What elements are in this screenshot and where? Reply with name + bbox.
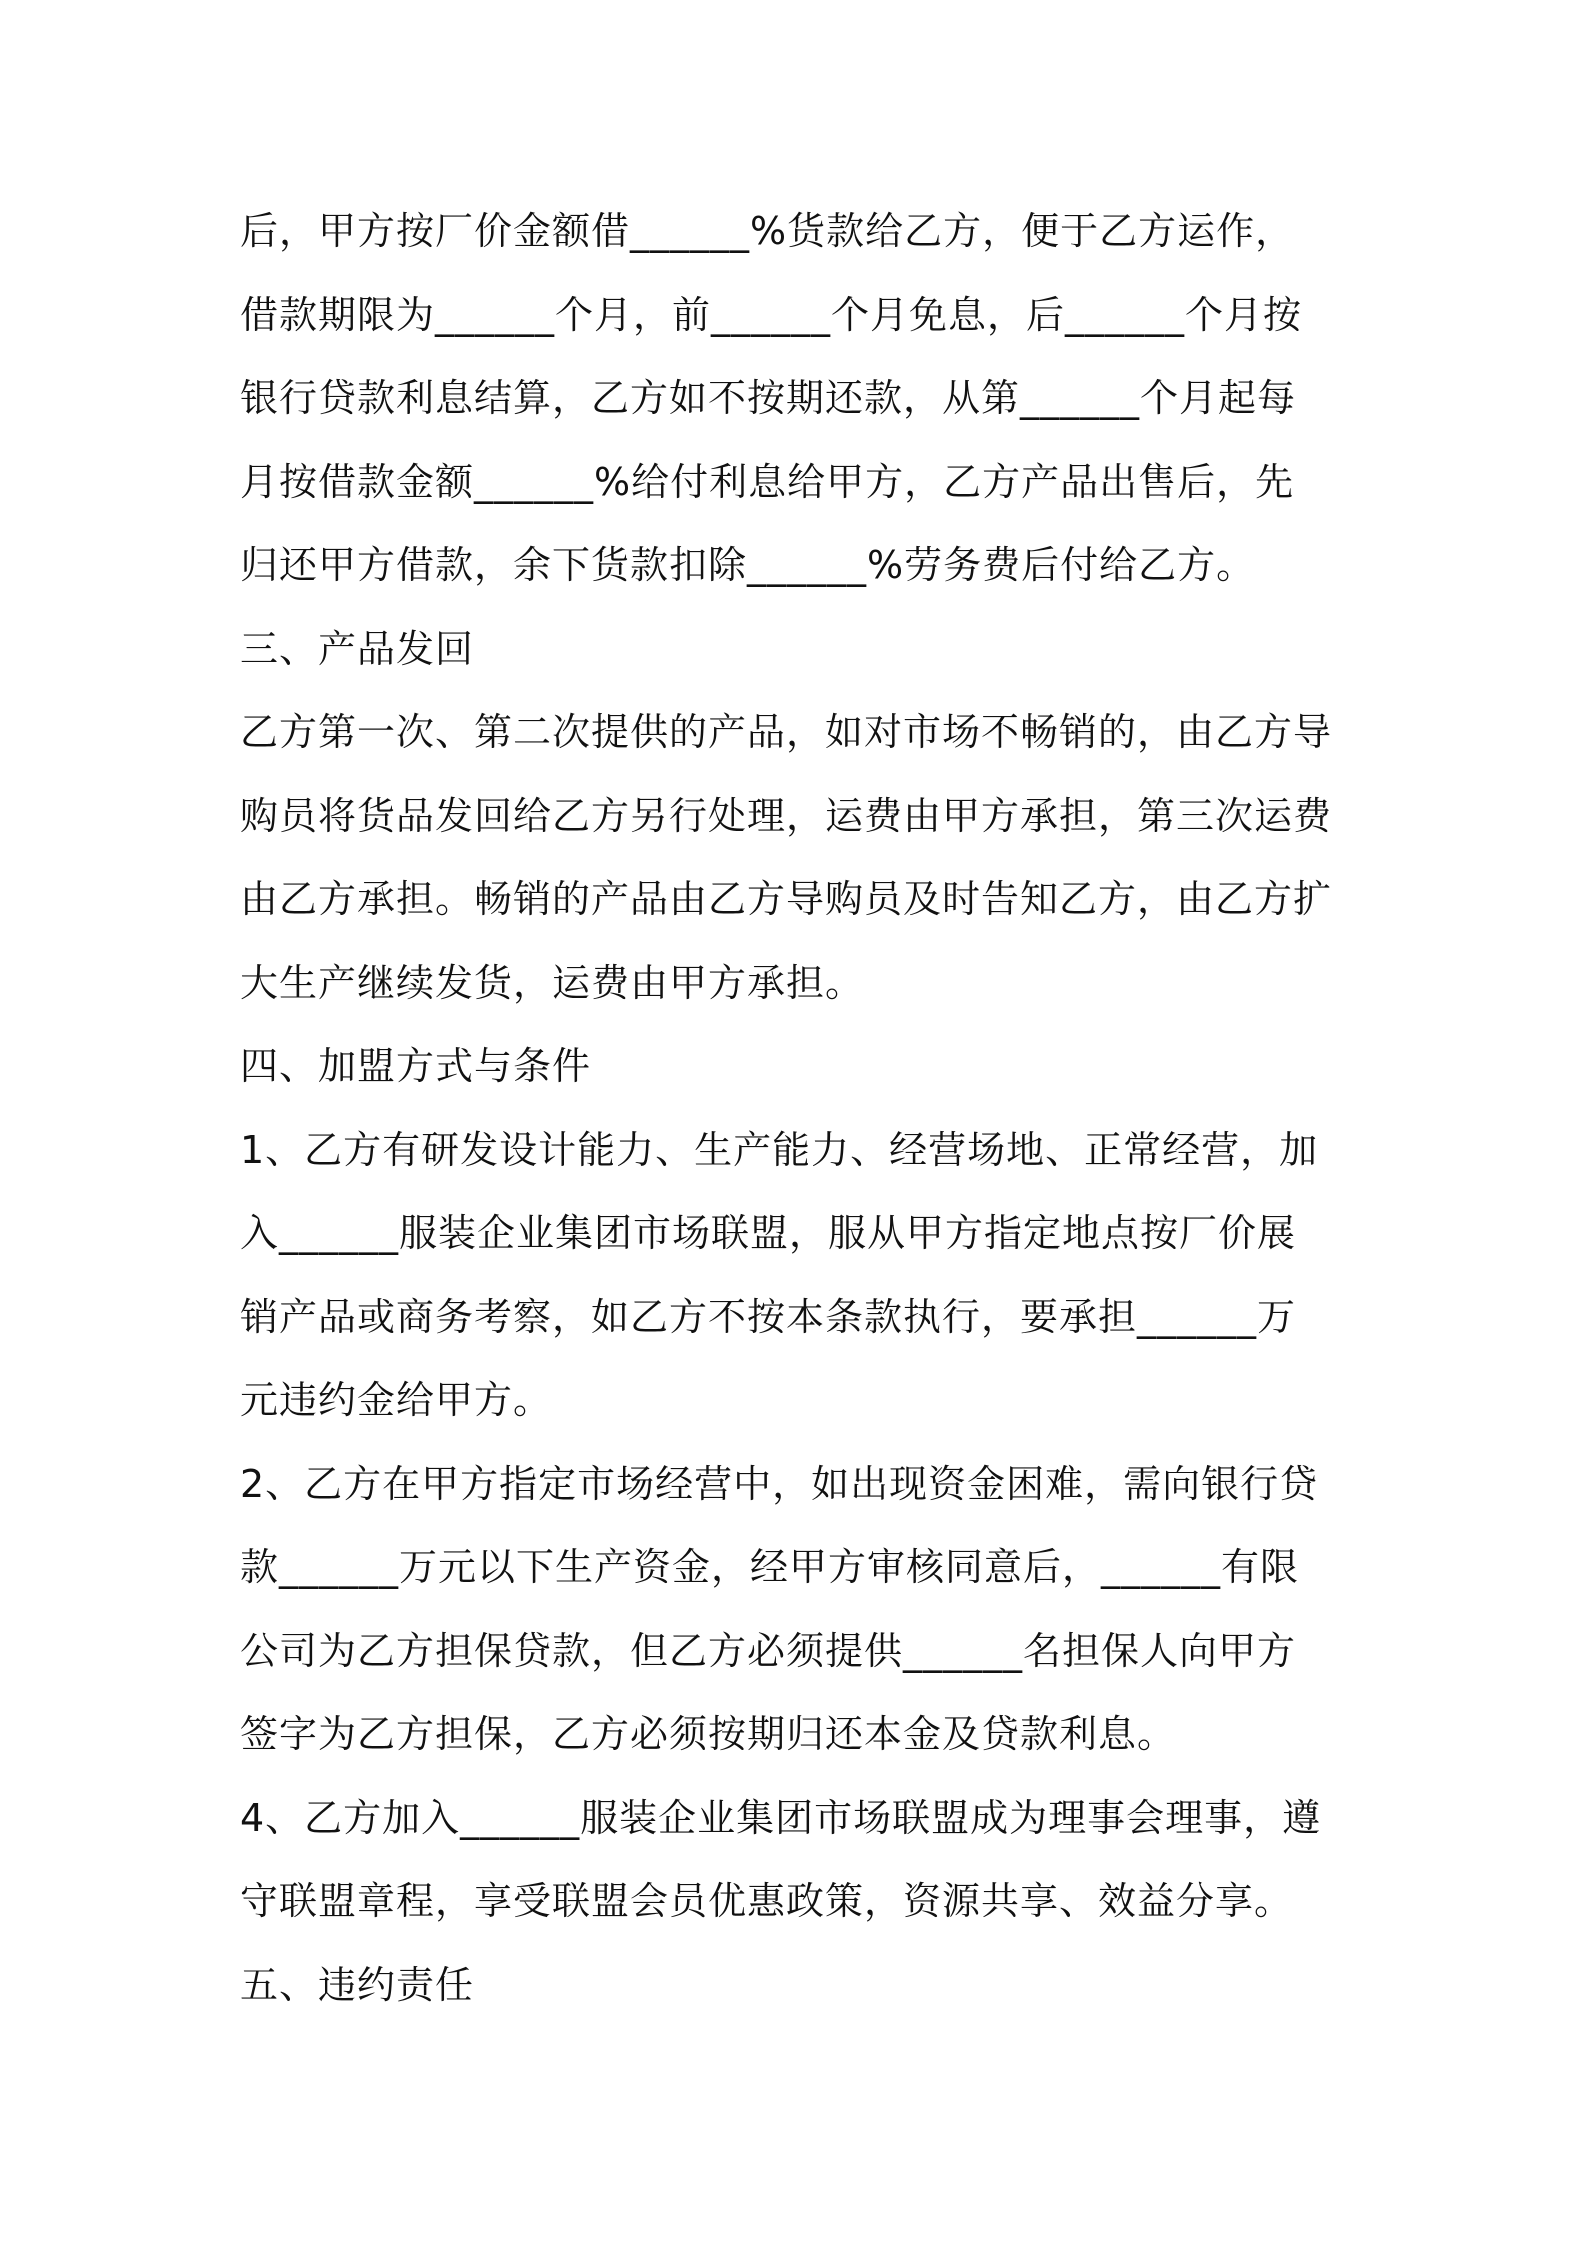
- text-line: 银行贷款利息结算，乙方如不按期还款，从第______个月起每: [240, 376, 1297, 420]
- text-line: 守联盟章程，享受联盟会员优惠政策，资源共享、效益分享。: [240, 1879, 1294, 1923]
- text-line: 4、乙方加入______服装企业集团市场联盟成为理事会理事，遵: [240, 1795, 1322, 1840]
- text-line: 月按借款金额______%给付利息给甲方，乙方产品出售后，先: [240, 459, 1295, 504]
- section-heading: 四、加盟方式与条件: [240, 1044, 592, 1088]
- text-line: 借款期限为______个月，前______个月免息，后______个月按: [240, 292, 1303, 337]
- text-line: 2、乙方在甲方指定市场经营中，如出现资金困难，需向银行贷: [240, 1461, 1319, 1506]
- text-line: 乙方第一次、第二次提供的产品，如对市场不畅销的，由乙方导: [240, 710, 1333, 754]
- text-line: 入______服装企业集团市场联盟，服从甲方指定地点按厂价展: [240, 1211, 1297, 1255]
- text-line: 1、乙方有研发设计能力、生产能力、经营场地、正常经营，加: [240, 1127, 1319, 1172]
- text-line: 由乙方承担。畅销的产品由乙方导购员及时告知乙方，由乙方扩: [240, 877, 1333, 921]
- section-heading: 三、产品发回: [240, 626, 475, 671]
- text-line: 公司为乙方担保贷款，但乙方必须提供______名担保人向甲方: [240, 1628, 1297, 1673]
- section-heading: 五、违约责任: [240, 1962, 475, 2007]
- text-line: 归还甲方借款，余下货款扣除______%劳务费后付给乙方。: [240, 543, 1256, 587]
- text-line: 元违约金给甲方。: [240, 1378, 553, 1422]
- text-line: 购员将货品发回给乙方另行处理，运费由甲方承担，第三次运费: [240, 793, 1333, 838]
- text-line: 大生产继续发货，运费由甲方承担。: [240, 960, 865, 1005]
- text-line: 后，甲方按厂价金额借______%货款给乙方，便于乙方运作，: [240, 209, 1295, 253]
- text-line: 签字为乙方担保，乙方必须按期归还本金及贷款利息。: [240, 1712, 1177, 1756]
- text-line: 款______万元以下生产资金，经甲方审核同意后，______有限: [240, 1545, 1300, 1589]
- text-line: 销产品或商务考察，如乙方不按本条款执行，要承担______万: [240, 1294, 1297, 1339]
- document-body: [240, 190, 1360, 2027]
